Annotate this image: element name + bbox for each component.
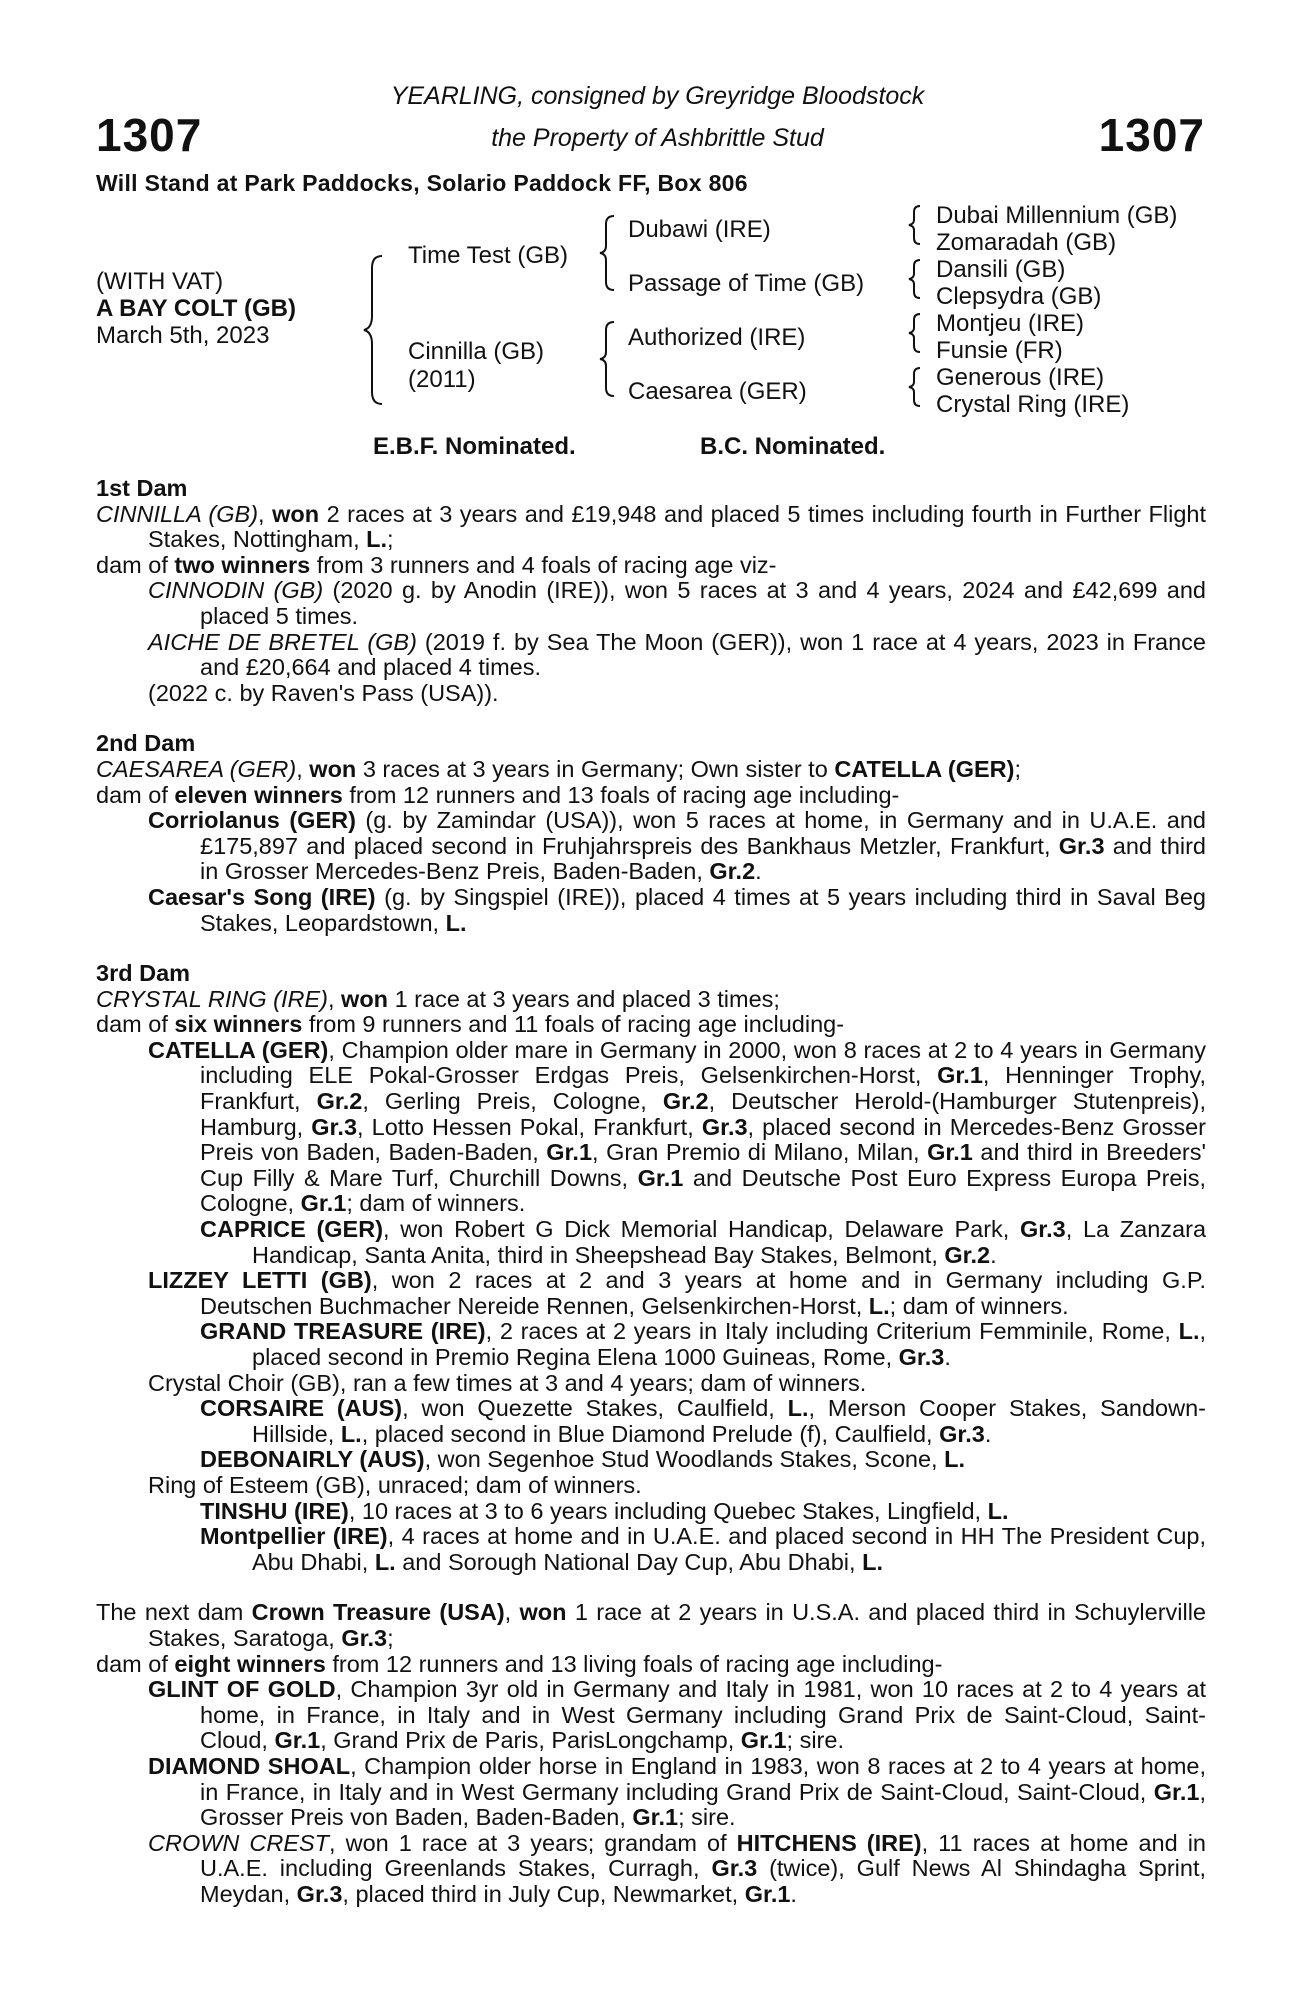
pedigree-paragraph: dam of eight winners from 12 runners and 13 living foals of racing age including-: [96, 1650, 943, 1677]
vat-note: (WITH VAT): [96, 268, 224, 295]
pedigree-paragraph: dam of eleven winners from 12 runners and 13 foals of racing age including-: [96, 781, 900, 808]
section-heading: 3rd Dam: [96, 960, 191, 987]
pedigree-dam-sire: Authorized (IRE): [628, 324, 806, 351]
pedigree-dsd: Funsie (FR): [936, 337, 1063, 364]
pedigree-sss: Dubai Millennium (GB): [936, 202, 1178, 229]
horse-name: A BAY COLT (GB): [96, 295, 297, 322]
pedigree-paragraph: CRYSTAL RING (IRE), won 1 race at 3 years and placed 3 times;: [96, 985, 780, 1012]
lot-number-left: 1307: [96, 109, 203, 161]
consignor-line: YEARLING, consigned by Greyridge Bloodstock: [390, 82, 925, 110]
pedigree-sire-sire: Dubawi (IRE): [628, 216, 771, 243]
pedigree-paragraph: Crystal Choir (GB), ran a few times at 3 and 4 years; dam of winners.: [148, 1369, 867, 1396]
pedigree-sdd: Clepsydra (GB): [936, 283, 1102, 310]
pedigree-dds: Generous (IRE): [936, 364, 1105, 391]
catalogue-body: [96, 476, 1206, 1907]
pedigree-paragraph: Corriolanus (GER) (g. by Zamindar (USA)), won 5 races at home, in Germany and in U.A.E. and £175,897 and placed second in Fruhjahrspreis des Bankhaus Metzler, Frankfurt, Gr.3 and third in Grosser Mercedes-Benz Preis, Baden-Baden, Gr.2.: [148, 807, 1206, 885]
property-line: the Property of Ashbrittle Stud: [491, 124, 824, 152]
section-heading: 2nd Dam: [96, 730, 196, 757]
pedigree-sire: Time Test (GB): [408, 242, 569, 269]
pedigree-paragraph: The next dam Crown Treasure (USA), won 1 race at 2 years in U.S.A. and placed third in Schuylerville Stakes, Saratoga, Gr.3;: [96, 1599, 1207, 1651]
pedigree-brace-dd: [904, 364, 928, 410]
pedigree-ssd: Zomaradah (GB): [936, 229, 1117, 256]
pedigree-paragraph: LIZZEY LETTI (GB), won 2 races at 2 and 3 years at home and in Germany including G.P. Deutschen Buchmacher Nereide Rennen, Gelsenkirchen-Horst, L.; dam of winners.: [148, 1267, 1206, 1319]
section-gap: [96, 936, 1206, 961]
pedigree-dam: Cinnilla (GB): [408, 338, 545, 365]
pedigree-sire-dam: Passage of Time (GB): [628, 270, 865, 297]
pedigree-paragraph: dam of six winners from 9 runners and 11 foals of racing age including-: [96, 1011, 845, 1038]
pedigree-dam-year: (2011): [408, 366, 476, 393]
pedigree-paragraph: CAESAREA (GER), won 3 races at 3 years in Germany; Own sister to CATELLA (GER);: [96, 755, 1021, 782]
pedigree-paragraph: DEBONAIRLY (AUS), won Segenhoe Stud Woodlands Stakes, Scone, L.: [200, 1446, 966, 1473]
pedigree-paragraph: Caesar's Song (IRE) (g. by Singspiel (IRE)), placed 4 times at 5 years including third in Saval Beg Stakes, Leopardstown, L.: [148, 883, 1206, 936]
pedigree-paragraph: Montpellier (IRE), 4 races at home and in U.A.E. and placed second in HH The President Cup, Abu Dhabi, L. and Sorough National Day Cup, Abu Dhabi, L.: [200, 1523, 1206, 1575]
pedigree-paragraph: GLINT OF GOLD, Champion 3yr old in Germany and Italy in 1981, won 10 races at 2 to 4 years at home, in France, in Italy and in West Germany including Grand Prix de Saint-Cloud, Saint-Cloud, Gr.1, Grand Prix de Paris, ParisLongchamp, Gr.1; sire.: [148, 1676, 1206, 1754]
ebf-nominated: E.B.F. Nominated.: [373, 433, 576, 460]
pedigree-sds: Dansili (GB): [936, 256, 1066, 283]
pedigree-paragraph: (2022 c. by Raven's Pass (USA)).: [148, 679, 499, 706]
pedigree-paragraph: CORSAIRE (AUS), won Quezette Stakes, Caulfield, L., Merson Cooper Stakes, Sandown-Hillside, L., placed second in Blue Diamond Prelude (f), Caulfield, Gr.3.: [200, 1395, 1206, 1447]
pedigree-brace-sire: [596, 210, 624, 296]
pedigree-paragraph: dam of two winners from 3 runners and 4 foals of racing age viz-: [96, 551, 777, 578]
section-gap: [96, 1575, 1206, 1600]
section-gap: [96, 706, 1206, 731]
pedigree-paragraph: GRAND TREASURE (IRE), 2 races at 2 years in Italy including Criterium Femminile, Rome, L., placed second in Premio Regina Elena 1000 Guineas, Rome, Gr.3.: [200, 1318, 1207, 1370]
pedigree-ddd: Crystal Ring (IRE): [936, 391, 1130, 418]
pedigree-brace-ds: [904, 310, 928, 356]
lot-number-right: 1307: [1098, 109, 1205, 161]
pedigree-brace-sd: [904, 256, 928, 302]
pedigree-brace-main: [360, 240, 400, 420]
pedigree-dam-dam: Caesarea (GER): [628, 378, 807, 405]
pedigree-paragraph: CINNODIN (GB) (2020 g. by Anodin (IRE)), won 5 races at 3 and 4 years, 2024 and £42,699 and placed 5 times.: [148, 577, 1206, 629]
pedigree-brace-ss: [904, 202, 928, 248]
horse-dob: March 5th, 2023: [96, 322, 270, 349]
pedigree-paragraph: TINSHU (IRE), 10 races at 3 to 6 years including Quebec Stakes, Lingfield, L.: [200, 1497, 1009, 1524]
pedigree-brace-dam: [596, 316, 624, 402]
stand-location: Will Stand at Park Paddocks, Solario Paddock FF, Box 806: [96, 170, 748, 196]
pedigree-paragraph: CAPRICE (GER), won Robert G Dick Memorial Handicap, Delaware Park, Gr.3, La Zanzara Handicap, Santa Anita, third in Sheepshead Bay Stakes, Belmont, Gr.2.: [200, 1216, 1207, 1268]
pedigree-paragraph: DIAMOND SHOAL, Champion older horse in England in 1983, won 8 races at 2 to 4 years at home, in France, in Italy and in West Germany including Grand Prix de Saint-Cloud, Saint-Cloud, Gr.1, Grosser Preis von Baden, Baden-Baden, Gr.1; sire.: [148, 1752, 1206, 1831]
section-heading: 1st Dam: [96, 475, 188, 501]
pedigree-paragraph: CINNILLA (GB), won 2 races at 3 years and £19,948 and placed 5 times including fourth in Further Flight Stakes, Nottingham, L.;: [96, 500, 1207, 553]
pedigree-paragraph: Ring of Esteem (GB), unraced; dam of winners.: [148, 1471, 642, 1498]
pedigree-paragraph: CROWN CREST, won 1 race at 3 years; grandam of HITCHENS (IRE), 11 races at home and in U.A.E. including Greenlands Stakes, Curragh, Gr.3 (twice), Gulf News Al Shindagha Sprint, Meydan, Gr.3, placed third in July Cup, Newmarket, Gr.1.: [148, 1829, 1207, 1907]
pedigree-paragraph: AICHE DE BRETEL (GB) (2019 f. by Sea The Moon (GER)), won 1 race at 4 years, 2023 in France and £20,664 and placed 4 times.: [148, 628, 1206, 681]
pedigree-dss: Montjeu (IRE): [936, 310, 1085, 337]
pedigree-paragraph: CATELLA (GER), Champion older mare in Germany in 2000, won 8 races at 2 to 4 years in Germany including ELE Pokal-Grosser Erdgas Preis, Gelsenkirchen-Horst, Gr.1, Henninger Trophy, Frankfurt, Gr.2, Gerling Preis, Cologne, Gr.2, Deutscher Herold-(Hamburger Stutenpreis), Hamburg, Gr.3, Lotto Hessen Pokal, Frankfurt, Gr.3, placed second in Mercedes-Benz Grosser Preis von Baden, Baden-Baden, Gr.1, Gran Premio di Milano, Milan, Gr.1 and third in Breeders' Cup Filly & Mare Turf, Churchill Downs, Gr.1 and Deutsche Post Euro Express Europa Preis, Cologne, Gr.1; dam of winners.: [148, 1036, 1207, 1217]
bc-nominated: B.C. Nominated.: [700, 433, 886, 460]
